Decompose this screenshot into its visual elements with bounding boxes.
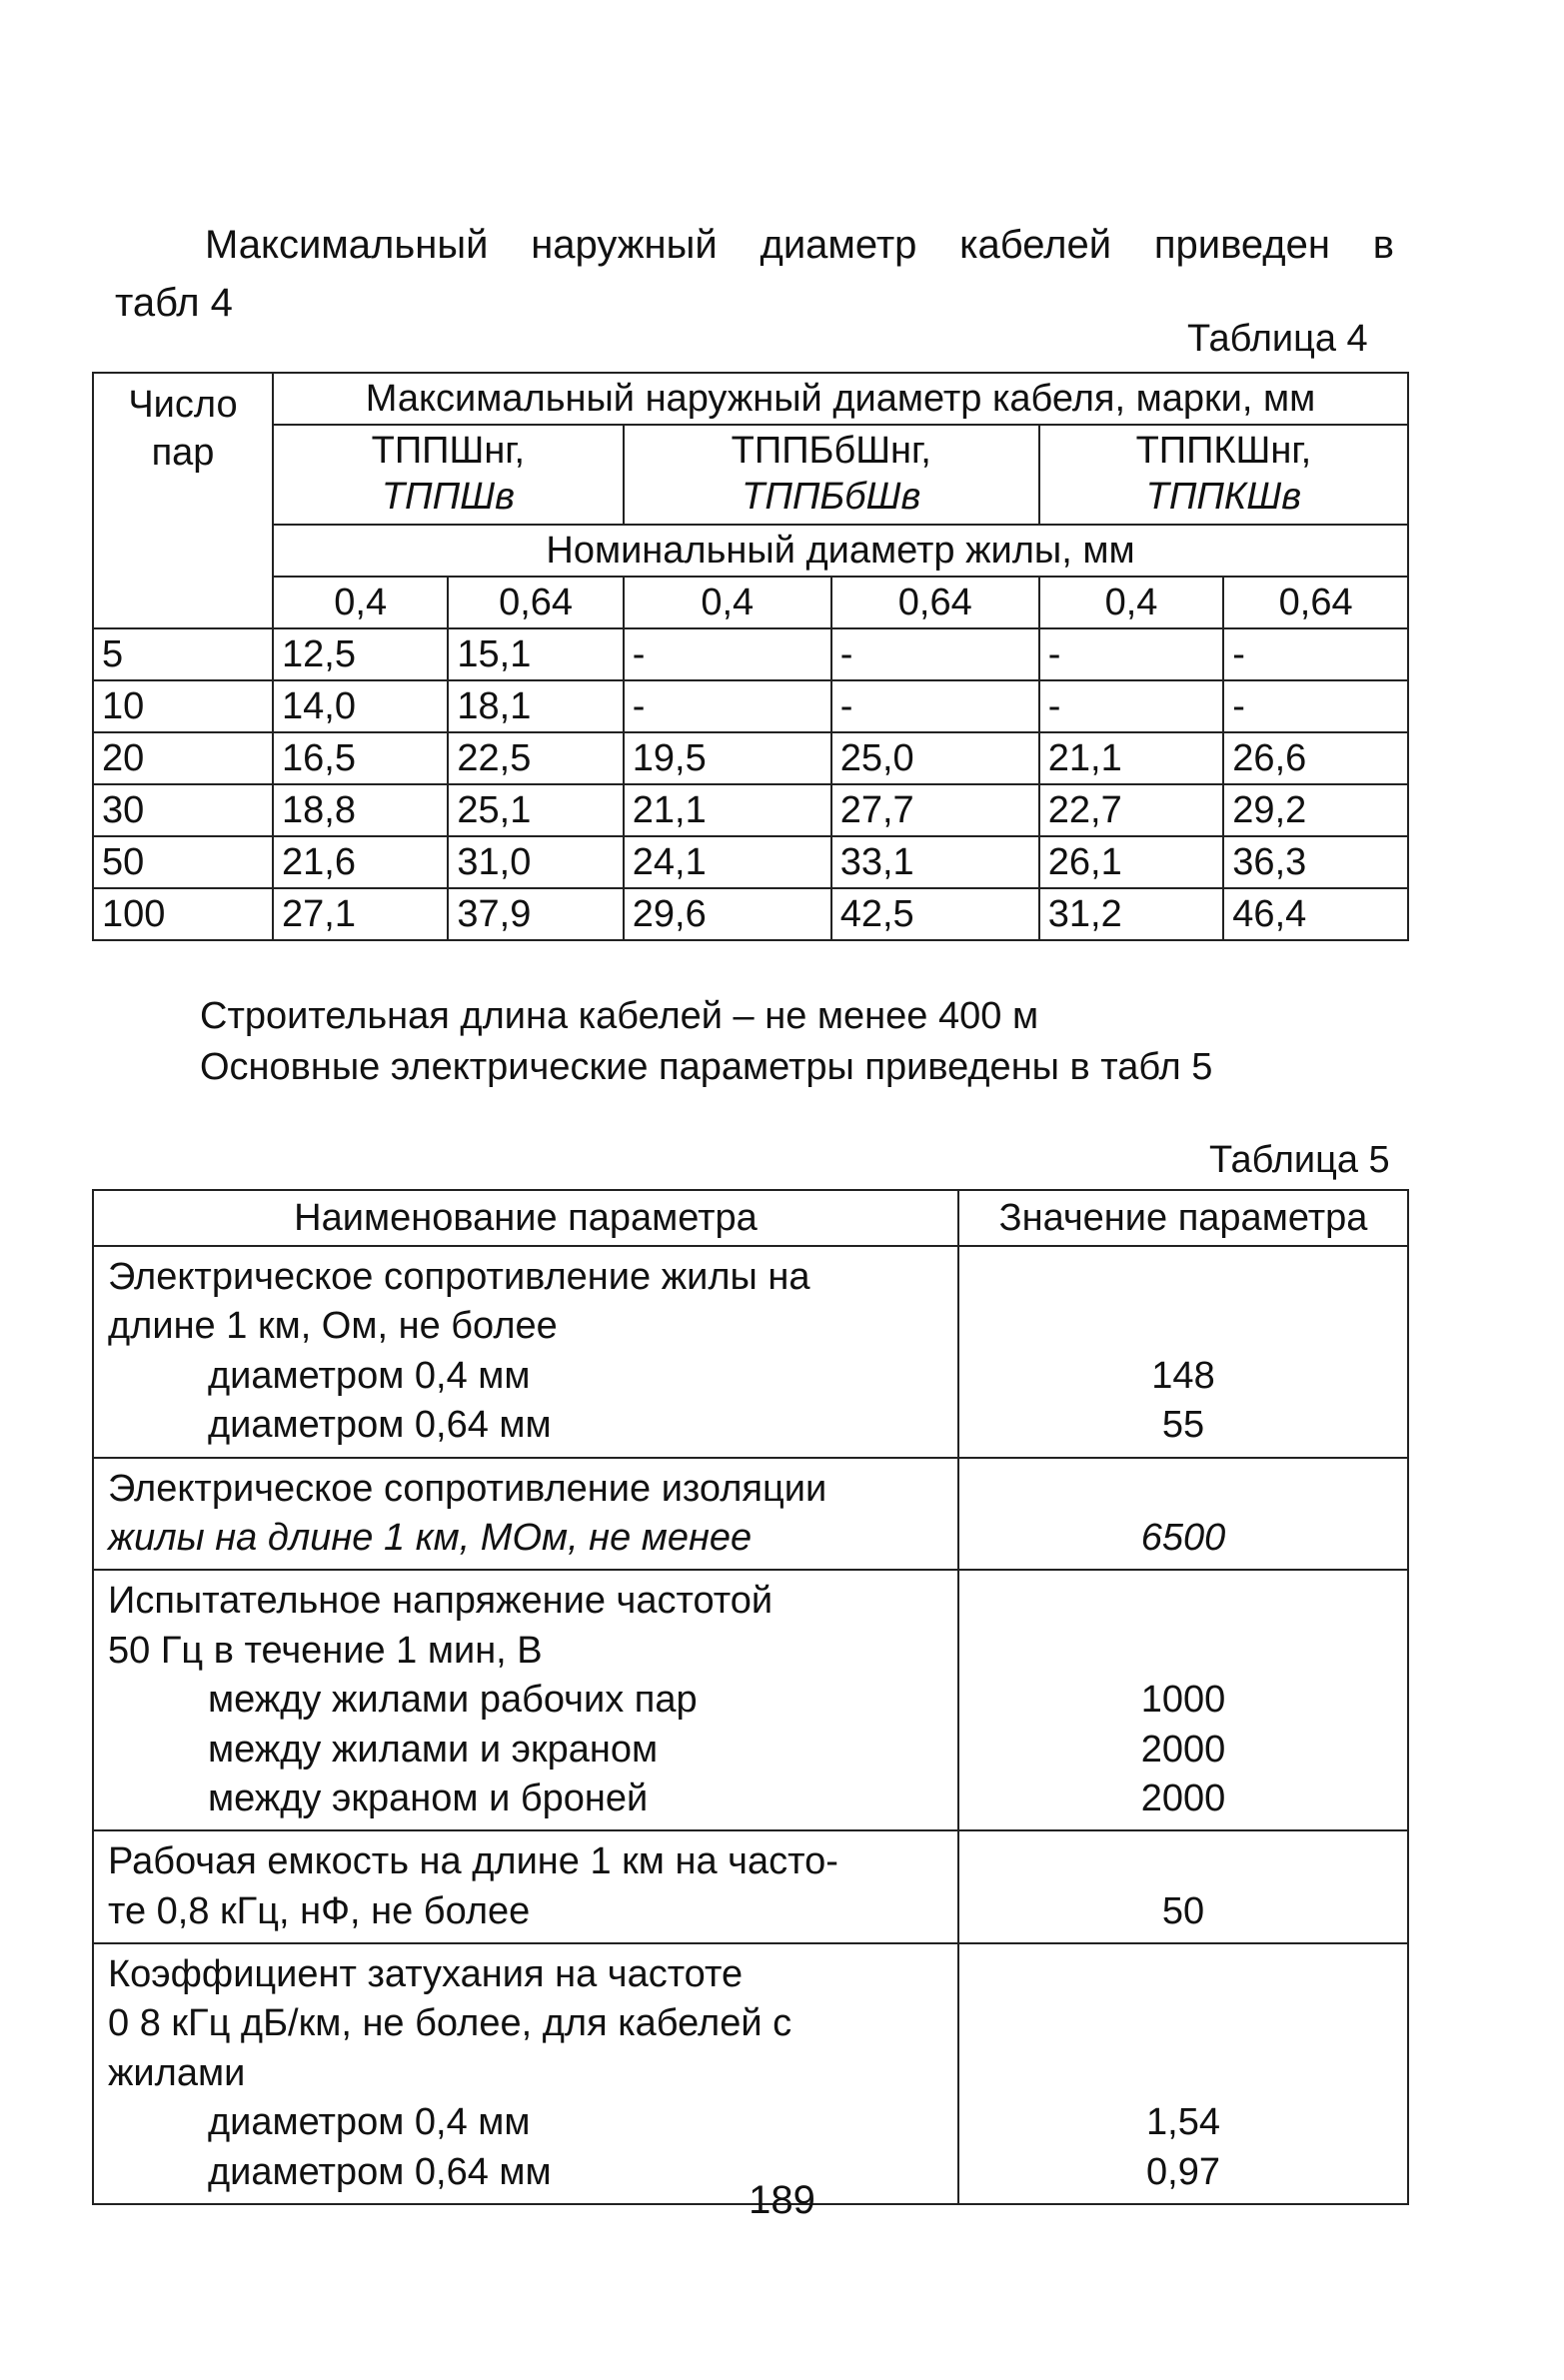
main-header: Максимальный наружный диаметр кабеля, марки, мм — [273, 373, 1408, 425]
mark-name: ТППШв — [381, 476, 515, 518]
value-cell: 26,6 — [1223, 732, 1408, 784]
param-line: Коэффициент затухания на частоте — [108, 1953, 744, 1996]
mark-name: ТППБбШв — [742, 476, 921, 518]
middle-line: Строительная длина кабелей – не менее 400 м — [200, 995, 1039, 1037]
table-5 — [92, 1189, 1409, 2205]
middle-text — [200, 991, 1212, 1094]
value-cell: 42,5 — [831, 888, 1039, 940]
diameter-header: 0,4 — [624, 577, 831, 628]
param-value-line: 148 — [1151, 1354, 1215, 1397]
param-name — [93, 1570, 958, 1830]
value-cell: 25,1 — [448, 784, 623, 836]
param-value — [958, 1246, 1408, 1458]
value-cell: 31,2 — [1039, 888, 1224, 940]
table-row — [93, 1830, 1408, 1943]
diameter-header: 0,64 — [448, 577, 623, 628]
param-name — [93, 1458, 958, 1571]
intro-word: кабелей — [959, 223, 1112, 267]
table5-caption: Таблица 5 — [1209, 1139, 1390, 1181]
page-number: 189 — [749, 2178, 815, 2222]
param-sub-label: диаметром 0,4 мм — [208, 1354, 531, 1397]
value-cell: - — [624, 628, 831, 680]
table-row — [93, 628, 1408, 680]
value-cell: 27,1 — [273, 888, 448, 940]
value-cell: 26,1 — [1039, 836, 1224, 888]
pairs-cell: 20 — [93, 732, 273, 784]
value-cell: 16,5 — [273, 732, 448, 784]
intro-word: в — [1372, 223, 1394, 267]
value-cell: 31,0 — [448, 836, 623, 888]
param-line: 50 Гц в течение 1 мин, В — [108, 1629, 543, 1672]
param-line: Рабочая емкость на длине 1 км на часто- — [108, 1840, 838, 1883]
intro-line-2: табл 4 — [115, 281, 233, 325]
value-cell: 36,3 — [1223, 836, 1408, 888]
param-value-line: 2000 — [1140, 1777, 1226, 1819]
param-name — [93, 1830, 958, 1943]
value-cell: 21,1 — [624, 784, 831, 836]
value-cell: 12,5 — [273, 628, 448, 680]
param-line: 0 8 кГц дБ/км, не более, для кабелей с — [108, 2002, 792, 2045]
param-value: 50 — [958, 1830, 1408, 1943]
table-row — [93, 680, 1408, 732]
table-row — [93, 836, 1408, 888]
table-4 — [92, 372, 1409, 941]
pairs-cell: 50 — [93, 836, 273, 888]
param-sub-label: диаметром 0,64 мм — [208, 2150, 552, 2193]
mark-name: ТППБбШнг, — [731, 430, 931, 473]
param-line: Испытательное напряжение частотой — [108, 1580, 774, 1623]
value-cell: 21,1 — [1039, 732, 1224, 784]
pairs-cell: 100 — [93, 888, 273, 940]
value-cell: 24,1 — [624, 836, 831, 888]
pairs-header — [93, 373, 273, 628]
intro-word: приведен — [1153, 223, 1330, 267]
value-cell: 33,1 — [831, 836, 1039, 888]
value-cell: 22,5 — [448, 732, 623, 784]
value-cell: 46,4 — [1223, 888, 1408, 940]
middle-line: Основные электрические параметры приведены в табл 5 — [200, 1046, 1213, 1089]
table4-caption: Таблица 4 — [1187, 318, 1368, 360]
param-value-line: 1,54 — [1146, 2101, 1220, 2144]
value-cell: - — [1039, 628, 1224, 680]
param-name — [93, 1246, 958, 1458]
param-line: Электрическое сопротивление изоляции — [108, 1467, 827, 1510]
table-row — [93, 784, 1408, 836]
param-sub-label: диаметром 0,4 мм — [208, 2101, 531, 2144]
param-line: те 0,8 кГц, нФ, не более — [108, 1889, 531, 1932]
param-value-line: 0,97 — [1146, 2150, 1220, 2193]
param-value-line: 55 — [1161, 1404, 1205, 1447]
table-row — [93, 1943, 1408, 2204]
value-cell: 14,0 — [273, 680, 448, 732]
value-cell: 29,6 — [624, 888, 831, 940]
pairs-cell: 30 — [93, 784, 273, 836]
mark-name: ТППКШв — [1145, 476, 1302, 518]
intro-word: диаметр — [760, 223, 917, 267]
pairs-cell: 5 — [93, 628, 273, 680]
value-cell: 25,0 — [831, 732, 1039, 784]
param-line: жилы на длине 1 км, МОм, не менее — [108, 1516, 753, 1559]
param-value-line: 1000 — [1140, 1679, 1226, 1722]
value-cell: 15,1 — [448, 628, 623, 680]
param-value-line: 2000 — [1140, 1728, 1226, 1771]
param-sub-label: диаметром 0,64 мм — [208, 1404, 552, 1447]
mark-name: ТППКШнг, — [1135, 430, 1312, 473]
diameter-header: 0,64 — [1223, 577, 1408, 628]
table-row — [93, 1458, 1408, 1571]
param-sub-label: между жилами рабочих пар — [208, 1679, 698, 1722]
value-cell: - — [1039, 680, 1224, 732]
value-cell: 29,2 — [1223, 784, 1408, 836]
mark-header — [624, 425, 1039, 525]
intro-word: наружный — [531, 223, 718, 267]
pairs-cell: 10 — [93, 680, 273, 732]
table-row — [93, 888, 1408, 940]
diameter-header: 0,4 — [1039, 577, 1224, 628]
intro-paragraph — [115, 218, 1394, 330]
mark-header — [1039, 425, 1408, 525]
diameter-header: 0,64 — [831, 577, 1039, 628]
pairs-header-line: пар — [151, 431, 215, 474]
param-value: 6500 — [958, 1458, 1408, 1571]
sub-header: Номинальный диаметр жилы, мм — [273, 525, 1408, 577]
intro-line-1 — [205, 218, 1394, 272]
value-cell: - — [831, 628, 1039, 680]
value-cell: - — [1223, 628, 1408, 680]
param-line: жилами — [108, 2051, 246, 2094]
value-cell: 18,1 — [448, 680, 623, 732]
table-row — [93, 1246, 1408, 1458]
mark-name: ТППШнг, — [371, 430, 526, 473]
param-sub-label: между жилами и экраном — [208, 1728, 659, 1771]
col-header-name: Наименование параметра — [93, 1190, 958, 1246]
param-line: длине 1 км, Ом, не более — [108, 1305, 558, 1348]
value-cell: 21,6 — [273, 836, 448, 888]
value-cell: 18,8 — [273, 784, 448, 836]
param-sub-label: между экраном и броней — [208, 1777, 649, 1819]
value-cell: 27,7 — [831, 784, 1039, 836]
value-cell: 37,9 — [448, 888, 623, 940]
col-header-value: Значение параметра — [958, 1190, 1408, 1246]
mark-header — [273, 425, 624, 525]
value-cell: - — [831, 680, 1039, 732]
pairs-header-line: Число — [128, 384, 238, 426]
param-line: Электрическое сопротивление жилы на — [108, 1256, 810, 1298]
value-cell: - — [624, 680, 831, 732]
value-cell: 19,5 — [624, 732, 831, 784]
intro-word: Максимальный — [205, 223, 489, 267]
value-cell: 22,7 — [1039, 784, 1224, 836]
param-value — [958, 1570, 1408, 1830]
param-value — [958, 1943, 1408, 2204]
param-name — [93, 1943, 958, 2204]
table-row — [93, 732, 1408, 784]
diameter-header: 0,4 — [273, 577, 448, 628]
value-cell: - — [1223, 680, 1408, 732]
table-row — [93, 1570, 1408, 1830]
